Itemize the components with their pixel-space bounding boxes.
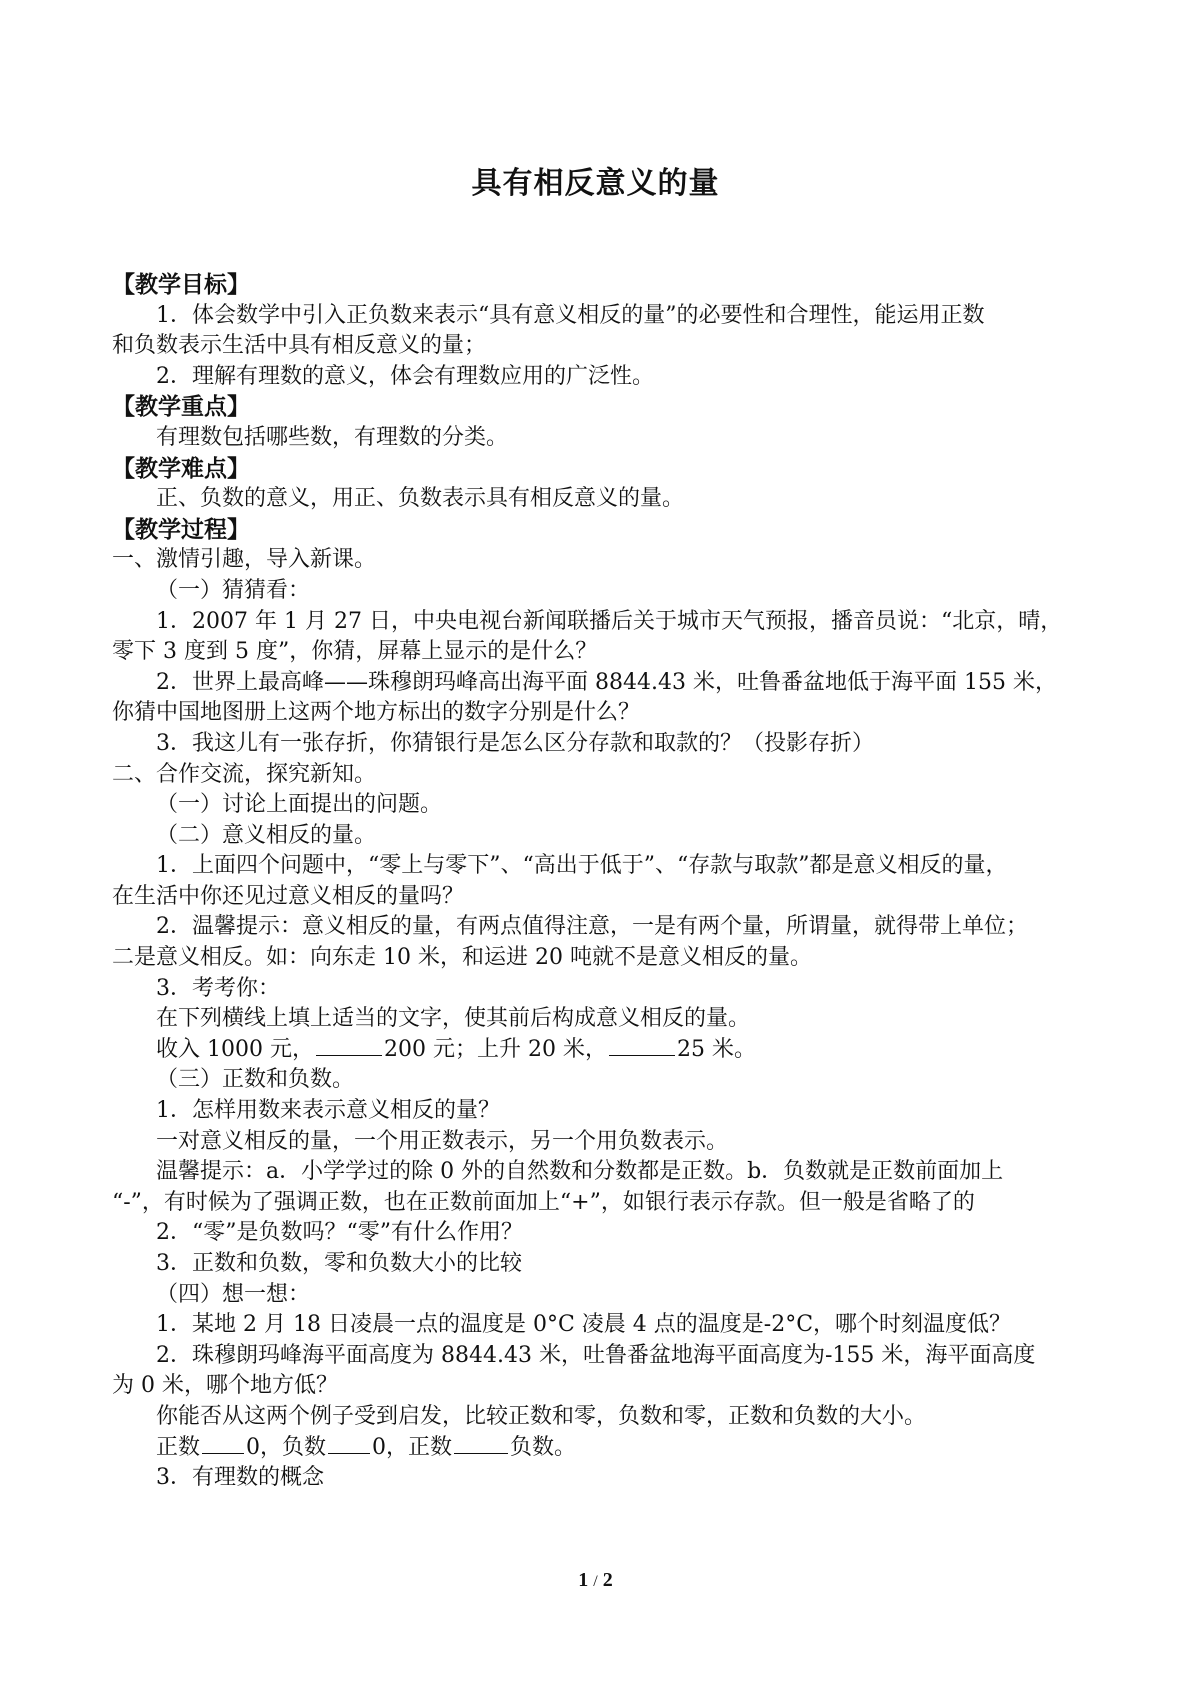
paragraph: 3．有理数的概念 (156, 1465, 324, 1491)
heading-key-points: 【教学重点】 (112, 394, 250, 421)
page-separator: / (593, 1573, 598, 1590)
paragraph: 你猜中国地图册上这两个地方标出的数字分别是什么？ (112, 700, 641, 726)
exercise-text: 负数。 (510, 1434, 577, 1460)
paragraph: 1．某地 2 月 18 日凌晨一点的温度是 0°C 凌晨 4 点的温度是-2°C，哪个时刻温度低？ (156, 1312, 1012, 1338)
exercise-text: 0，负数 (246, 1434, 327, 1460)
answer-blank (316, 1035, 382, 1056)
paragraph: 和负数表示生活中具有相反意义的量； (112, 333, 487, 359)
exercise-text: 200 元；上升 20 米， (383, 1036, 607, 1062)
subsection-heading: （一）讨论上面提出的问题。 (156, 792, 443, 818)
subsection-heading: （二）意义相反的量。 (156, 822, 377, 848)
paragraph: 二是意义相反。如：向东走 10 米，和运进 20 吨就不是意义相反的量。 (112, 945, 812, 971)
exercise-text: 0，正数 (372, 1434, 453, 1460)
paragraph: 温馨提示：a．小学学过的除 0 外的自然数和分数都是正数。b．负数就是正数前面加上 (156, 1159, 1004, 1185)
paragraph: 2．理解有理数的意义，体会有理数应用的广泛性。 (156, 363, 654, 389)
paragraph: 3．考考你： (156, 975, 280, 1001)
paragraph: 为 0 米，哪个地方低？ (112, 1373, 338, 1399)
total-pages: 2 (602, 1569, 613, 1591)
exercise-text: 正数 (156, 1434, 201, 1460)
paragraph: 3．正数和负数，零和负数大小的比较 (156, 1251, 522, 1276)
paragraph: 1．上面四个问题中，“零上与零下”、“高出于低于”、“存款与取款”都是意义相反的量， (156, 853, 1008, 879)
paragraph: 你能否从这两个例子受到启发，比较正数和零，负数和零，正数和负数的大小。 (156, 1403, 927, 1429)
page-number (0, 1569, 1191, 1592)
heading-difficulties: 【教学难点】 (112, 455, 250, 482)
fill-in-exercise (112, 1035, 1092, 1066)
paragraph: 2．世界上最高峰——珠穆朗玛峰高出海平面 8844.43 米，吐鲁番盆地低于海平面 155 米， (156, 669, 1057, 695)
document-body (112, 270, 1092, 1494)
paragraph: 3．我这儿有一张存折，你猜银行是怎么区分存款和取款的？（投影存折） (156, 730, 874, 756)
exercise-text: 收入 1000 元， (156, 1036, 314, 1062)
answer-blank (454, 1433, 508, 1454)
paragraph: 零下 3 度到 5 度”，你猜，屏幕上显示的是什么？ (112, 639, 598, 665)
section-heading: 二、合作交流，探究新知。 (112, 761, 377, 787)
current-page: 1 (578, 1569, 589, 1591)
paragraph: 在下列横线上填上适当的文字，使其前后构成意义相反的量。 (156, 1006, 751, 1032)
paragraph: 2．“零”是负数吗？“零”有什么作用？ (156, 1220, 523, 1246)
subsection-heading: （三）正数和负数。 (156, 1067, 355, 1093)
paragraph: “-”，有时候为了强调正数，也在正数前面加上“+”，如银行表示存款。但一般是省略了的 (112, 1189, 975, 1215)
subsection-heading: （四）想一想： (156, 1281, 311, 1307)
paragraph: 1．2007 年 1 月 27 日，中央电视台新闻联播后关于城市天气预报，播音员说：“北京，晴， (156, 608, 1063, 634)
section-heading: 一、激情引趣，导入新课。 (112, 547, 377, 573)
page-title: 具有相反意义的量 (471, 166, 720, 201)
paragraph: 正、负数的意义，用正、负数表示具有相反意义的量。 (156, 486, 685, 512)
subsection-heading: （一）猜猜看： (156, 577, 311, 603)
answer-blank (609, 1035, 675, 1056)
paragraph: 2．温馨提示：意义相反的量，有两点值得注意，一是有两个量，所谓量，就得带上单位； (156, 914, 1029, 940)
answer-blank (202, 1433, 244, 1454)
heading-process: 【教学过程】 (112, 516, 250, 543)
paragraph: 有理数包括哪些数，有理数的分类。 (156, 424, 509, 450)
paragraph: 1．体会数学中引入正负数来表示“具有意义相反的量”的必要性和合理性，能运用正数 (156, 302, 985, 328)
paragraph: 2．珠穆朗玛峰海平面高度为 8844.43 米，吐鲁番盆地海平面高度为-155 米，海平面高度 (156, 1342, 1036, 1368)
exercise-text: 25 米。 (676, 1036, 756, 1062)
answer-blank (328, 1433, 370, 1454)
paragraph: 1．怎样用数来表示意义相反的量？ (156, 1098, 500, 1124)
paragraph: 在生活中你还见过意义相反的量吗？ (112, 883, 465, 909)
paragraph: 一对意义相反的量，一个用正数表示，另一个用负数表示。 (156, 1128, 729, 1154)
heading-goals: 【教学目标】 (112, 272, 250, 298)
comparison-exercise (112, 1433, 1092, 1464)
